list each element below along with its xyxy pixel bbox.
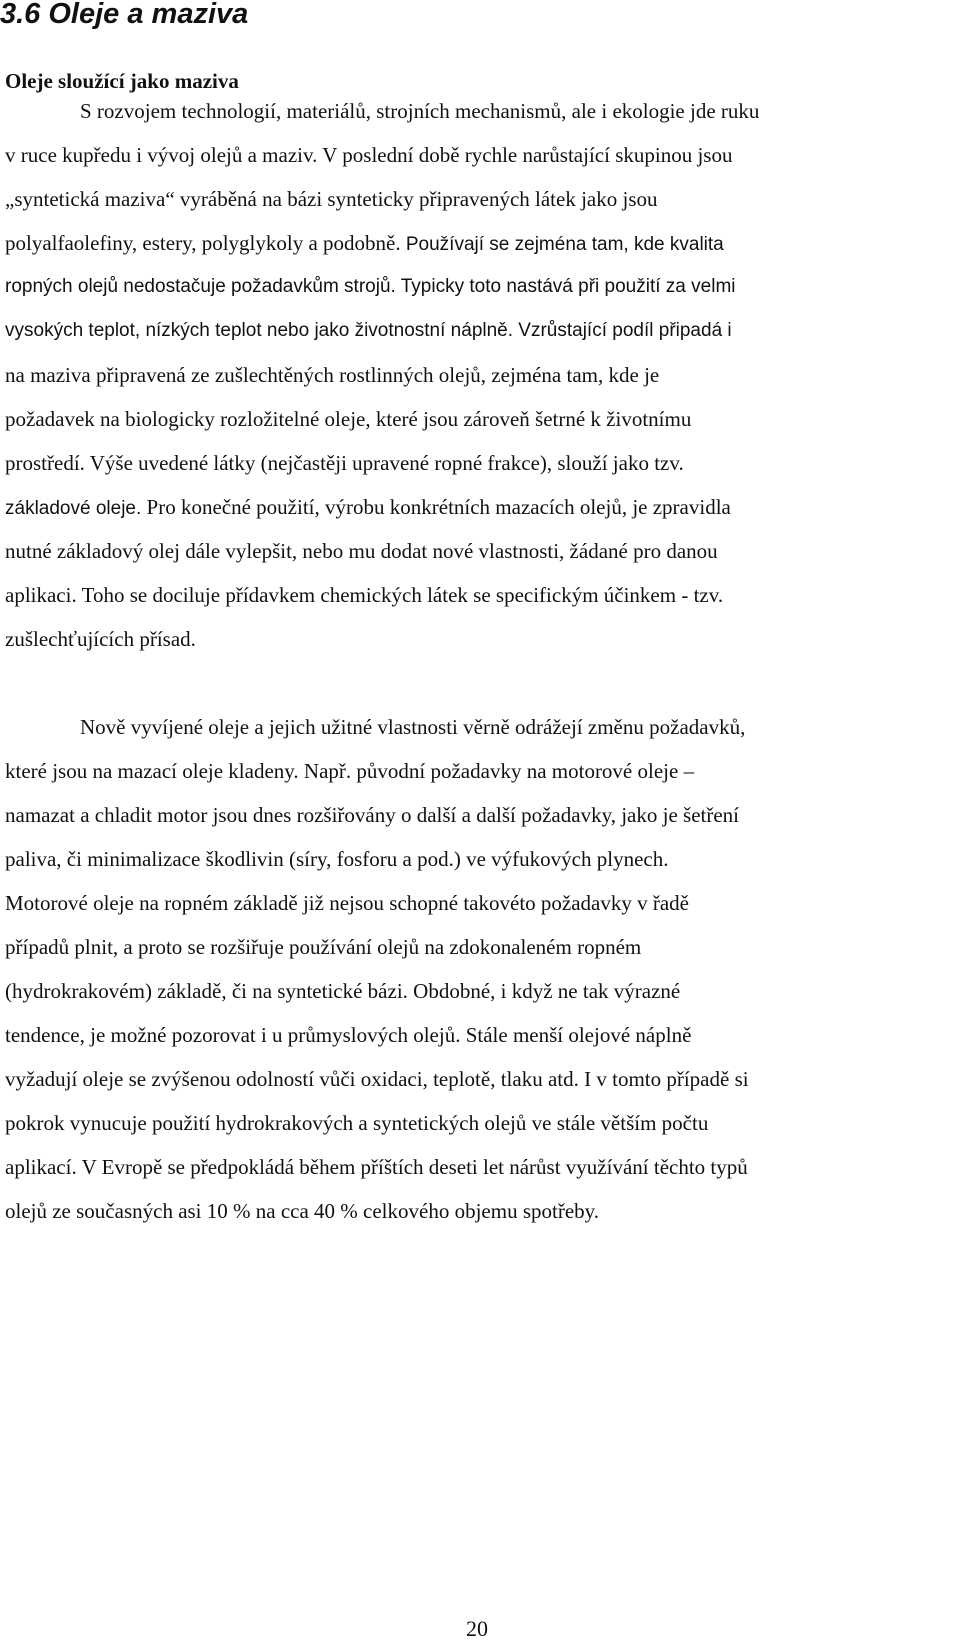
line-segment: základové oleje. xyxy=(5,498,147,519)
page-number: 20 xyxy=(466,1616,488,1641)
paragraph-line: Motorové oleje na ropném základě již nejsou schopné takovéto požadavky v řadě xyxy=(5,891,690,915)
paragraph-line: aplikací. V Evropě se předpokládá během příštích deseti let nárůst využívání těchto typů xyxy=(5,1155,748,1179)
paragraph-line: olejů ze současných asi 10 % na cca 40 % celkového objemu spotřeby. xyxy=(5,1199,600,1223)
line-segment: vysokých teplot, nízkých teplot nebo jako životnostní náplně. xyxy=(5,320,519,341)
paragraph-line: zušlechťujících přísad. xyxy=(5,627,196,651)
paragraph-line: S rozvojem technologií, materiálů, strojních mechanismů, ale i ekologie jde ruku xyxy=(80,99,760,123)
paragraph-line: Nově vyvíjené oleje a jejich užitné vlastnosti věrně odrážejí změnu požadavků, xyxy=(80,715,746,739)
paragraph-line: aplikaci. Toho se dociluje přídavkem chemických látek se specifickým účinkem - tzv. xyxy=(5,583,724,607)
section-title: 3.6 Oleje a maziva xyxy=(0,0,249,30)
paragraph-line: prostředí. Výše uvedené látky (nejčastěji upravené ropné frakce), slouží jako tzv. xyxy=(5,451,684,475)
line-segment: Pro konečné použití, výrobu konkrétních mazacích olejů, je zpravidla xyxy=(146,495,731,519)
paragraph-line: pokrok vynucuje použití hydrokrakových a syntetických olejů ve stále větším počtu xyxy=(5,1111,709,1135)
line-segment: polyalfaolefiny, estery, polyglykoly a podobně. xyxy=(5,231,406,255)
line-segment: ropných olejů nedostačuje požadavkům strojů. xyxy=(5,276,401,297)
paragraph-line: „syntetická maziva“ vyráběná na bázi synteticky připravených látek jako jsou xyxy=(5,187,658,211)
paragraph-line: požadavek na biologicky rozložitelné oleje, které jsou zároveň šetrné k životnímu xyxy=(5,407,692,431)
paragraph-line: nutné základový olej dále vylepšit, nebo mu dodat nové vlastnosti, žádané pro danou xyxy=(5,539,718,563)
paragraph-line xyxy=(5,494,731,522)
paragraph-line: které jsou na mazací oleje kladeny. Např. původní požadavky na motorové oleje – xyxy=(5,759,695,783)
paragraph-line xyxy=(5,318,732,344)
paragraph-line: v ruce kupředu i vývoj olejů a maziv. V poslední době rychle narůstající skupinou jsou xyxy=(5,143,733,167)
line-segment: Používají se zejména tam, kde kvalita xyxy=(405,234,724,255)
paragraph-line xyxy=(5,274,736,300)
paragraph-line: tendence, je možné pozorovat i u průmyslových olejů. Stále menší olejové náplně xyxy=(5,1023,692,1047)
paragraph-line: vyžadují oleje se zvýšenou odolností vůči oxidaci, teplotě, tlaku atd. I v tomto případě si xyxy=(5,1067,749,1091)
paragraph-line: namazat a chladit motor jsou dnes rozšiřovány o další a další požadavky, jako je šetření xyxy=(5,803,739,827)
paragraph-line: paliva, či minimalizace škodlivin (síry, fosforu a pod.) ve výfukových plynech. xyxy=(5,847,669,871)
line-segment: Typicky toto nastává při použití za velmi xyxy=(400,276,736,297)
paragraph-line xyxy=(5,230,724,258)
subsection-title: Oleje sloužící jako maziva xyxy=(5,69,239,93)
paragraph-line: (hydrokrakovém) základě, či na syntetické bázi. Obdobné, i když ne tak výrazné xyxy=(5,979,681,1003)
paragraph-line: případů plnit, a proto se rozšiřuje používání olejů na zdokonaleném ropném xyxy=(5,935,642,959)
line-segment: Vzrůstající podíl připadá i xyxy=(518,320,732,341)
paragraph-line: na maziva připravená ze zušlechtěných rostlinných olejů, zejména tam, kde je xyxy=(5,363,660,387)
